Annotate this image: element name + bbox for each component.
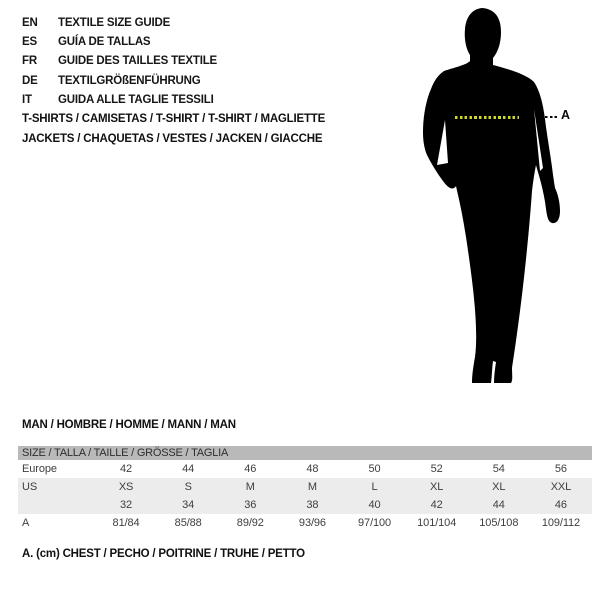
table-row-us	[18, 478, 592, 496]
size-value: 44	[182, 463, 195, 475]
size-value: XXL	[550, 481, 572, 493]
language-code: ES	[22, 36, 37, 49]
size-value: 32	[120, 499, 133, 511]
size-value: 105/108	[479, 517, 519, 529]
size-value: 48	[306, 463, 319, 475]
size-value: 42	[430, 499, 443, 511]
size-value: 36	[244, 499, 257, 511]
language-code: FR	[22, 55, 37, 68]
size-value: 46	[554, 499, 567, 511]
row-label: US	[22, 481, 38, 493]
language-title: GUIDE DES TAILLES TEXTILE	[58, 55, 217, 68]
size-value: 44	[492, 499, 505, 511]
size-value: 85/88	[174, 517, 202, 529]
language-title: GUÍA DE TALLAS	[58, 36, 151, 49]
size-value: 93/96	[298, 517, 326, 529]
category-tshirts: T-SHIRTS / CAMISETAS / T-SHIRT / T-SHIRT / MAGLIETTE	[22, 113, 326, 125]
size-value: 38	[306, 499, 319, 511]
size-value: 42	[120, 463, 133, 475]
table-row-numeric	[18, 496, 592, 514]
size-value: 46	[244, 463, 257, 475]
row-label: Europe	[22, 463, 57, 475]
language-title: TEXTILE SIZE GUIDE	[58, 16, 171, 29]
row-label: A	[22, 517, 30, 529]
size-value: S	[184, 481, 192, 493]
section-title-man: MAN / HOMBRE / HOMME / MANN / MAN	[22, 419, 236, 431]
table-row-europe	[18, 460, 592, 478]
size-value: 50	[368, 463, 381, 475]
table-row-chest-cm	[18, 514, 592, 532]
size-value: 109/112	[541, 517, 581, 529]
size-value: M	[245, 481, 255, 493]
size-value: 97/100	[358, 517, 392, 529]
language-code: DE	[22, 74, 38, 87]
size-value: 81/84	[112, 517, 140, 529]
language-code: EN	[22, 16, 38, 29]
size-table	[18, 446, 592, 532]
language-code: IT	[22, 94, 32, 107]
size-value: XL	[430, 481, 444, 493]
size-value: 34	[182, 499, 195, 511]
size-value: 101/104	[417, 517, 457, 529]
measure-pointer-dash	[545, 116, 559, 118]
measurement-footnote: A. (cm) CHEST / PECHO / POITRINE / TRUHE / PETTO	[22, 548, 305, 560]
measure-label-a: A	[561, 108, 571, 122]
chest-measure-dash-line	[455, 116, 519, 119]
language-title: GUIDA ALLE TAGLIE TESSILI	[58, 94, 214, 107]
size-value: 52	[430, 463, 443, 475]
language-title: TEXTILGRÖßENFÜHRUNG	[58, 74, 201, 87]
size-value: 56	[554, 463, 567, 475]
man-silhouette-image	[420, 5, 580, 395]
size-table-header: SIZE / TALLA / TAILLE / GRÖSSE / TAGLIA	[18, 446, 592, 460]
category-jackets: JACKETS / CHAQUETAS / VESTES / JACKEN / GIACCHE	[22, 133, 323, 145]
size-value: 54	[492, 463, 505, 475]
size-value: 89/92	[236, 517, 264, 529]
size-value: M	[307, 481, 317, 493]
size-value: XS	[118, 481, 134, 493]
size-value: 40	[368, 499, 381, 511]
size-value: XL	[492, 481, 506, 493]
size-value: L	[371, 481, 378, 493]
